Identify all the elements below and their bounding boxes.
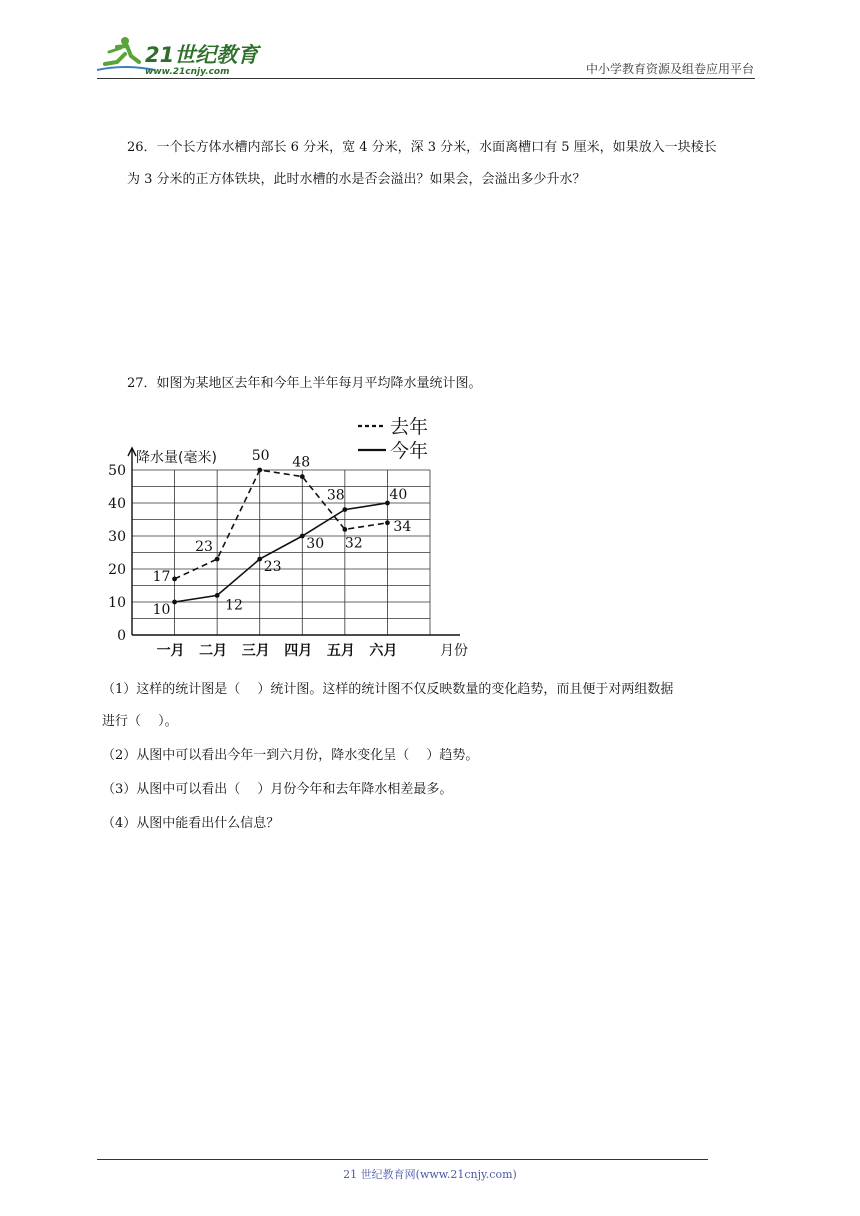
data-point [257,468,262,473]
y-tick-label: 20 [108,562,126,578]
x-axis-label: 月份 [440,643,468,659]
footer-text: 21 世纪教育网(www.21cnjy.com) [343,1168,517,1181]
question-27-stem: 27．如图为某地区去年和今年上半年每月平均降水量统计图。 [127,376,482,391]
legend-label: 今年 [390,440,429,462]
header-divider [97,78,755,79]
data-label: 38 [326,487,345,504]
logo-text: 21世纪教育 [145,43,259,67]
question-27-sub4: （4）从图中能看出什么信息？ [102,816,280,831]
x-tick-label: 四月 [284,643,313,659]
data-point [257,557,262,562]
data-point [342,527,347,532]
question-27-sub1 [102,674,782,738]
data-point [172,600,177,605]
question-27-sub3: （3）从图中可以看出（ ）月份今年和去年降水相差最多。 [102,782,453,797]
x-tick-label: 六月 [369,643,398,659]
question-27-sub1-line1: （1）这样的统计图是（ ）统计图。这样的统计图不仅反映数量的变化趋势，而且便于对两组数据 [102,682,674,697]
y-axis-label: 降水量(毫米) [136,450,217,466]
data-label: 23 [263,559,282,576]
data-point [342,507,347,512]
data-point [215,557,220,562]
data-label: 50 [251,448,270,464]
footer-divider [97,1159,708,1160]
logo-url: www.21cnjy.com [145,67,230,77]
data-point [385,520,390,525]
data-point [300,474,305,479]
x-tick-label: 五月 [326,643,355,659]
data-label: 12 [225,597,243,614]
platform-name: 中小学教育资源及组卷应用平台 [585,62,754,76]
question-27-sub1-line2: 进行（ ）。 [102,714,178,729]
data-label: 34 [393,518,412,535]
y-tick-label: 0 [117,628,126,644]
question-26-line2: 为 3 分米的正方体铁块，此时水槽的水是否会溢出？如果会，会溢出多少升水？ [127,172,586,187]
legend-label: 去年 [390,416,429,438]
data-label: 48 [292,454,311,471]
x-tick-label: 一月 [156,643,185,659]
data-label: 23 [195,539,213,556]
data-point [172,577,177,582]
data-label: 17 [152,568,171,585]
y-tick-label: 10 [108,595,126,611]
data-label: 40 [389,487,408,503]
y-tick-label: 50 [108,463,126,479]
data-point [215,593,220,598]
y-tick-label: 40 [108,496,126,512]
data-label: 30 [306,536,325,552]
y-tick-label: 30 [108,529,126,545]
data-point [300,534,305,539]
data-label: 10 [152,602,171,618]
site-logo [95,34,265,78]
question-26 [127,132,777,196]
question-27-sub2: （2）从图中可以看出今年一到六月份，降水变化呈（ ）趋势。 [102,748,479,763]
x-tick-label: 三月 [241,643,270,659]
question-26-line1: 26．一个长方体水槽内部长 6 分米，宽 4 分米，深 3 分米，水面离槽口有 5 厘米，如果放入一块棱长 [127,140,717,155]
x-tick-label: 二月 [199,643,228,659]
rainfall-line-chart [100,410,490,665]
data-label: 32 [344,535,363,552]
